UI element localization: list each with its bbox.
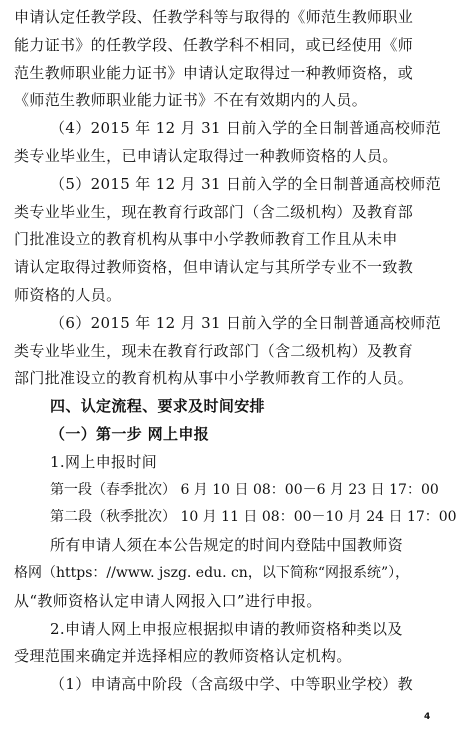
body-text-line: 类专业毕业生，现未在教育行政部门（含二级机构）及教育 (14, 341, 414, 360)
body-text-line: 类专业毕业生，已申请认定取得过一种教师资格的人员。 (14, 147, 398, 165)
schedule-line-autumn: 第二段（秋季批次） 10 月 11 日 08：00－10 月 24 日 17：00 (50, 509, 457, 526)
body-text-line: 门批准设立的教育机构从事中小学教师教育工作且从未申 (14, 230, 398, 249)
subsection-heading: （一）第一步 网上申报 (50, 425, 210, 443)
body-text-line: 请认定取得过教师资格，但申请认定与其所学专业不一致教 (14, 258, 414, 277)
body-text-line: 师资格的人员。 (14, 286, 122, 304)
section-heading: 四、认定流程、要求及时间安排 (50, 397, 265, 416)
body-text-line: 能力证书》的任教学段、任教学科不相同，或已经使用《师 (14, 35, 414, 54)
body-text-line: 从“教师资格认定申请人网报入口”进行申报。 (14, 591, 322, 610)
body-text-line: 所有申请人须在本公告规定的时间内登陆中国教师资 (50, 536, 404, 555)
item-heading: 1.网上申报时间 (50, 452, 158, 471)
body-text-line: 部门批准设立的教育机构从事中小学教师教育工作的人员。 (14, 369, 414, 388)
body-text-line: 申请认定任教学段、任教学科等与取得的《师范生教师职业 (14, 8, 414, 26)
body-text-line: 范生教师职业能力证书》申请认定取得过一种教师资格，或 (14, 63, 414, 82)
list-item-1-start: （1）申请高中阶段（含高级中学、中等职业学校）教 (50, 675, 413, 694)
list-item-6-start: （6）2015 年 12 月 31 日前入学的全日制普通高校师范 (50, 313, 441, 332)
list-item-4-start: （4）2015 年 12 月 31 日前入学的全日制普通高校师范 (50, 119, 441, 138)
body-text-line: 类专业毕业生，现在教育行政部门（含二级机构）及教育部 (14, 202, 414, 221)
body-text-line: 《师范生教师职业能力证书》不在有效期内的人员。 (14, 91, 368, 110)
schedule-line-spring: 第一段（春季批次） 6 月 10 日 08：00－6 月 23 日 17：00 (50, 481, 439, 498)
body-text-line: 格网（https：//www. jszg. edu. cn，以下简称“网报系统”）， (14, 565, 410, 581)
body-text-line: 受理范围来确定并选择相应的教师资格认定机构。 (14, 647, 352, 666)
page-number: 4 (424, 712, 431, 722)
item-heading: 2.申请人网上申报应根据拟申请的教师资格种类以及 (50, 619, 403, 638)
list-item-5-start: （5）2015 年 12 月 31 日前入学的全日制普通高校师范 (50, 174, 441, 193)
